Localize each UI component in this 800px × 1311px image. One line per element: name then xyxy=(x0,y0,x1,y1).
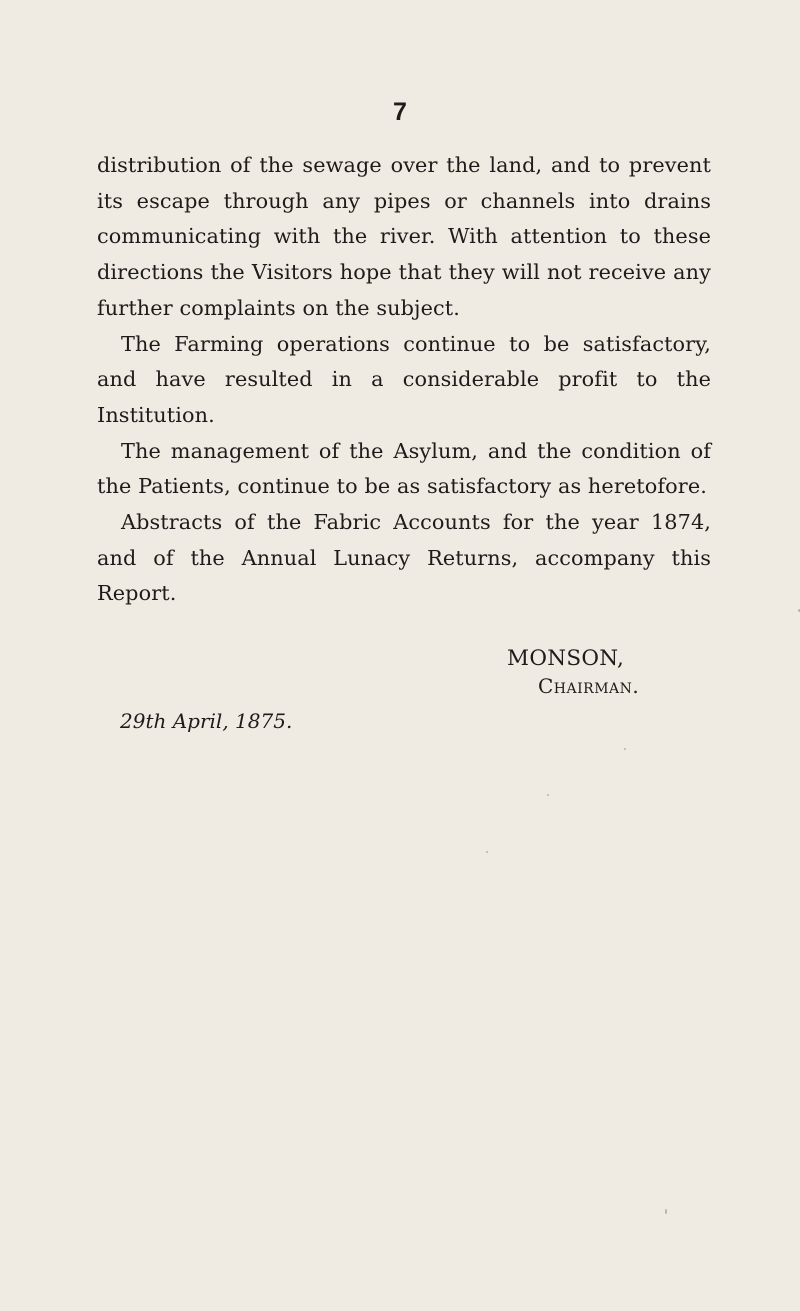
paragraph-sewage: distribution of the sewage over the land, and to prevent its escape through any pipes or channels into drains communicating with the river. With attention to these directions the Visitors hope that they will not receive any further complaints on the subject. xyxy=(97,153,711,320)
paper-speck xyxy=(547,794,549,796)
paper-speck xyxy=(486,851,488,853)
paragraph-management: The management of the Asylum, and the condition of the Patients, continue to be as satisfactory as heretofore. xyxy=(97,438,711,499)
paper-speck xyxy=(665,1209,667,1214)
signature-name: MONSON, xyxy=(507,646,625,671)
paragraph-farming: The Farming operations continue to be satisfactory, and have resulted in a considerable profit to the Institution. xyxy=(97,331,711,427)
report-date: 29th April, 1875. xyxy=(120,709,293,733)
paragraph-abstracts: Abstracts of the Fabric Accounts for the year 1874, and of the Annual Lunacy Returns, accompany this Report. xyxy=(97,510,711,606)
report-body xyxy=(97,148,711,612)
signature-title: Chairman. xyxy=(538,674,640,698)
page-number: 7 xyxy=(393,98,407,126)
paper-speck xyxy=(624,748,626,750)
